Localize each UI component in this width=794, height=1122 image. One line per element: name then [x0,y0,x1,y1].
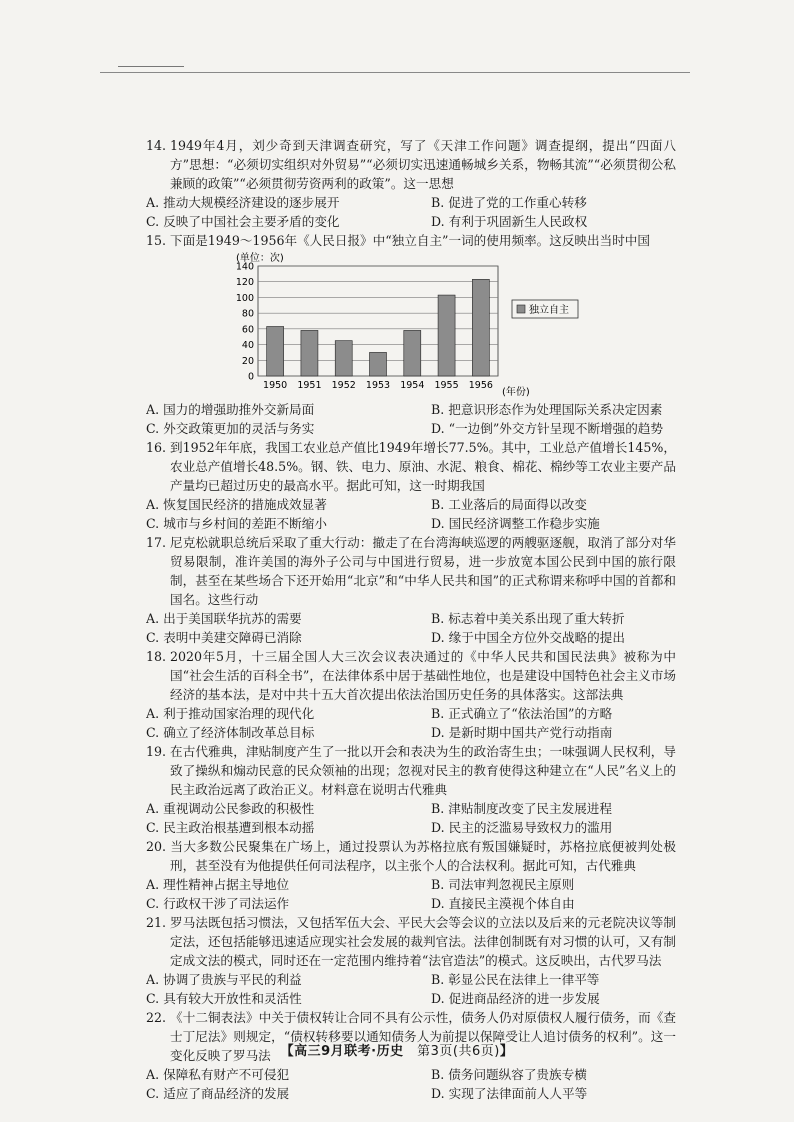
option-list [146,193,676,231]
page-footer [0,1040,794,1059]
bar-1951 [301,330,318,376]
option-d[interactable]: D. 直接民主漠视个体自由 [431,896,575,911]
question-number: 22. [146,1010,167,1025]
option-a[interactable]: A. 理性精神占据主导地位 [146,877,290,892]
option-c[interactable]: C. 具有较大开放性和灵活性 [146,991,302,1006]
x-tick-label: 1952 [331,380,356,391]
question-number: 18. [146,649,167,664]
y-axis-label: (单位：次) [236,253,284,264]
option-c[interactable]: C. 适应了商品经济的发展 [146,1086,290,1101]
question-number: 15. [146,233,167,248]
option-d[interactable]: D. 实现了法律面前人人平等 [431,1086,588,1101]
option-list [146,970,676,1008]
option-list [146,609,676,647]
footer-subject: 历史 [376,1044,404,1059]
question-19 [146,742,676,837]
x-axis-label: (年份) [502,387,530,398]
bar-1950 [267,327,284,377]
y-tick-label: 120 [235,277,254,289]
option-b[interactable]: B. 工业落后的局面得以改变 [431,497,587,512]
y-tick-labels [236,262,254,383]
option-list [146,1065,676,1103]
chart-bars [267,279,490,376]
y-tick-label: 0 [247,371,254,383]
question-21 [146,913,676,1008]
option-a[interactable]: A. 国力的增强助推外交新局面 [146,402,315,417]
question-stem: 当大多数公民聚集在广场上，通过投票认为苏格拉底有叛国嫌疑时，苏格拉底便被判处极刑，甚至没有为他提供任何司法程序，以主张个人的合法权利。据此可知，古代雅典 [170,839,676,873]
option-c[interactable]: C. 确立了经济体制改革总目标 [146,725,315,740]
option-d[interactable]: D. 民主的泛滥易导致权力的滥用 [431,820,613,835]
question-number: 17. [146,535,167,550]
option-a[interactable]: A. 保障私有财产不可侵犯 [146,1067,290,1082]
y-tick-label: 100 [235,292,254,304]
option-list [146,495,676,533]
option-b[interactable]: B. 债务问题纵容了贵族专横 [431,1067,587,1082]
option-a[interactable]: A. 恢复国民经济的措施成效显著 [146,497,327,512]
option-b[interactable]: B. 标志着中美关系出现了重大转折 [431,611,625,626]
option-c[interactable]: C. 城市与乡村间的差距不断缩小 [146,516,327,531]
option-d[interactable]: D. 是新时期中国共产党行动指南 [431,725,613,740]
option-b[interactable]: B. 司法审判忽视民主原则 [431,877,575,892]
question-number: 20. [146,839,167,854]
option-list [146,400,676,438]
question-stem: 在古代雅典，津贴制度产生了一批以开会和表决为生的政治寄生虫；一味强调人民权利，导致了操纵和煽动民意的民众领袖的出现；忽视对民主的教育使得这种建立在“人民”名义上的民主政治远离了政治正义。材料意在说明古代雅典 [170,744,676,797]
option-a[interactable]: A. 协调了贵族与平民的利益 [146,972,302,987]
x-tick-labels [263,380,493,391]
x-tick-label: 1953 [365,380,391,391]
option-c[interactable]: C. 反映了中国社会主要矛盾的变化 [146,214,340,229]
bar-1955 [438,295,455,376]
option-d[interactable]: D. 国民经济调整工作稳步实施 [431,516,600,531]
chart-legend [512,300,578,318]
question-15 [146,231,676,438]
option-d[interactable]: D. 缘于中国全方位外交战略的提出 [431,630,625,645]
question-number: 16. [146,440,167,455]
y-tick-label: 60 [241,324,254,336]
bar-1954 [404,330,421,376]
option-d[interactable]: D. “一边倒”外交方针呈现不断增强的趋势 [431,421,664,436]
footer-right: 】 [499,1044,514,1059]
question-stem: 《十二铜表法》中关于债权转让合同不具有公示性，债务人仍对原债权人履行债务，而《查士丁尼法》则规定，“债权转移要以通知债务人为前提以保障受让人追讨债务的权利”。这一变化反映了罗马法 [170,1010,676,1063]
bar-1952 [335,341,352,376]
question-stem: 罗马法既包括习惯法，又包括军伍大会、平民大会等会议的立法以及后来的元老院决议等制定法，还包括能够迅速适应现实社会发展的裁判官法。法律创制既有对习惯的认可，又有制定成文法的模式，同时还在一定范围内维持着“法官造法”的模式。这反映出，古代罗马法 [170,915,676,968]
question-stem: 下面是1949～1956年《人民日报》中“独立自主”一词的使用频率。这反映出当时中国 [170,233,650,248]
footer-page: 第3页(共6页) [403,1044,500,1059]
question-number: 19. [146,744,167,759]
x-tick-label: 1956 [468,380,493,391]
option-b[interactable]: B. 把意识形态作为处理国际关系决定因素 [431,402,663,417]
x-tick-label: 1951 [297,380,322,391]
x-tick-label: 1950 [263,380,288,391]
question-number: 14. [146,138,167,153]
question-stem: 到1952年年底，我国工农业总产值比1949年增长77.5%。其中，工业总产值增长145%，农业总产值增长48.5%。钢、铁、电力、原油、水泥、粮食、棉花、棉纱等工农业主要产品产量均已超过历史的最高水平。据此可知，这一时期我国 [170,440,676,493]
option-b[interactable]: B. 正式确立了“依法治国”的方略 [431,706,613,721]
option-list [146,799,676,837]
question-17 [146,533,676,647]
question-stem: 2020年5月，十三届全国人大三次会议表决通过的《中华人民共和国民法典》被称为中国“社会生活的百科全书”，在法律体系中居于基础性地位，也是建设中国特色社会主义市场经济的基本法，是对中共十五大首次提出依法治国历史任务的具体落实。这部法典 [170,649,676,702]
question-14 [146,136,676,231]
option-d[interactable]: D. 有利于巩固新生人民政权 [431,214,588,229]
option-c[interactable]: C. 表明中美建交障碍已消除 [146,630,302,645]
header-rule-short [118,66,184,67]
question-20 [146,837,676,913]
option-b[interactable]: B. 津贴制度改变了民主发展进程 [431,801,612,816]
header-rule [100,72,690,73]
question-18 [146,647,676,742]
y-tick-label: 40 [241,340,254,352]
y-tick-label: 80 [241,308,254,320]
option-b[interactable]: B. 彰显公民在法律上一律平等 [431,972,600,987]
option-a[interactable]: A. 重视调动公民参政的积极性 [146,801,315,816]
bar-1953 [370,352,387,376]
y-tick-label: 140 [235,261,254,273]
option-a[interactable]: A. 推动大规模经济建设的逐步展开 [146,195,340,210]
question-number: 21. [146,915,167,930]
x-tick-label: 1955 [434,380,459,391]
question-stem: 尼克松就职总统后采取了重大行动：撤走了在台湾海峡巡逻的两艘驱逐舰，取消了部分对华贸易限制，准许美国的海外子公司与中国进行贸易，进一步放宽本国公民到中国的旅行限制，甚至在某些场合下还开始用“北京”和“中华人民共和国”的正式称谓来称呼中国的首都和国名。这些行动 [170,535,676,607]
bar-chart-svg [146,252,676,398]
option-list [146,704,676,742]
question-16 [146,438,676,533]
option-a[interactable]: A. 利于推动国家治理的现代化 [146,706,315,721]
footer-left: 【高三9月联考· [280,1044,377,1059]
legend-swatch [517,305,525,313]
option-c[interactable]: C. 行政权干涉了司法运作 [146,896,290,911]
option-a[interactable]: A. 出于美国联华抗苏的需要 [146,611,302,626]
option-d[interactable]: D. 促进商品经济的进一步发展 [431,991,600,1006]
bar-1956 [472,279,489,376]
x-tick-label: 1954 [400,380,425,391]
option-list [146,875,676,913]
option-c[interactable]: C. 民主政治根基遭到根本动摇 [146,820,315,835]
bar-chart [146,252,676,398]
question-stem: 1949年4月，刘少奇到天津调查研究，写了《天津工作问题》调查提纲，提出“四面八方”思想：“必须切实组织对外贸易”“必须切实迅速通畅城乡关系，物畅其流”“必须贯彻公私兼顾的政策”“必须贯彻劳资两利的政策”。这一思想 [170,138,676,191]
legend-label: 独立自主 [529,305,569,316]
option-b[interactable]: B. 促进了党的工作重心转移 [431,195,587,210]
option-c[interactable]: C. 外交政策更加的灵活与务实 [146,421,315,436]
question-list [146,136,676,1103]
y-tick-label: 20 [241,355,254,367]
